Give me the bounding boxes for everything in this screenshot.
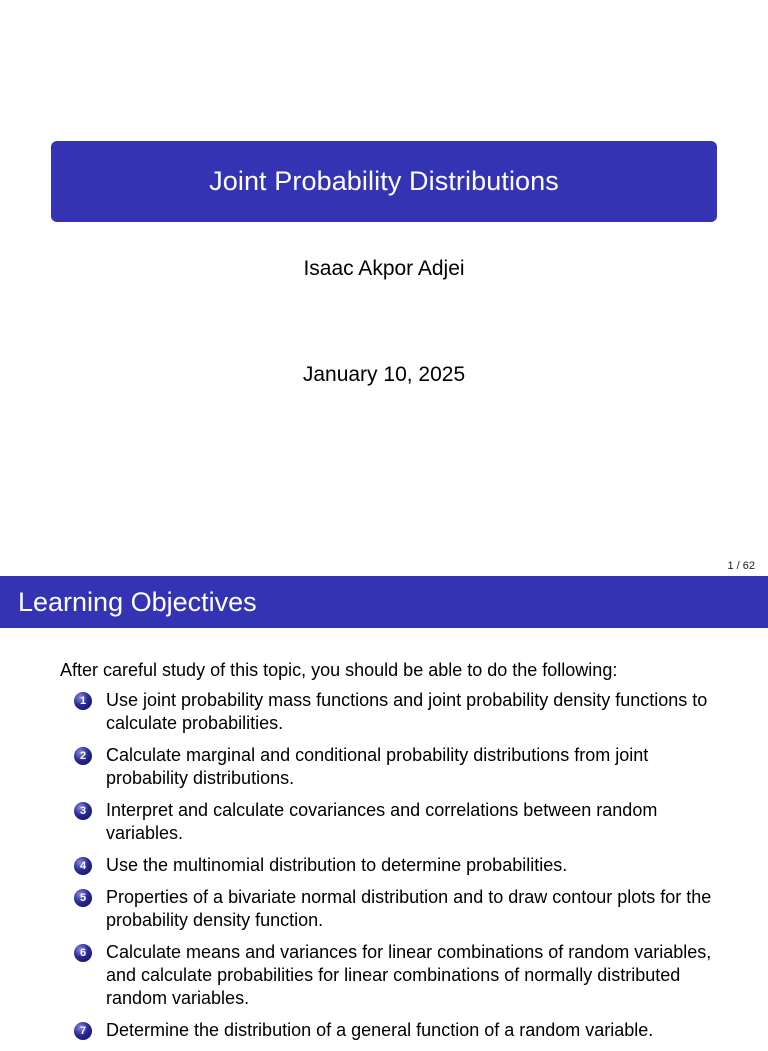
title-banner xyxy=(51,141,717,222)
objective-item xyxy=(74,689,714,735)
learning-objectives-slide xyxy=(0,576,768,1040)
objective-text: Use the multinomial distribution to determine probabilities. xyxy=(106,855,568,875)
objectives-list xyxy=(74,689,714,1051)
presentation-title: Joint Probability Distributions xyxy=(209,166,559,196)
objective-item xyxy=(74,854,714,877)
presentation-date: January 10, 2025 xyxy=(302,363,466,386)
objective-text: Calculate means and variances for linear combinations of random variables, and calculate probabilities for linear combinations of normally distributed random variables. xyxy=(106,942,712,1008)
objective-item xyxy=(74,941,714,1010)
objective-text: Interpret and calculate covariances and correlations between random variables. xyxy=(106,800,658,843)
numbered-ball-icon: 3 xyxy=(74,802,92,820)
numbered-ball-icon: 6 xyxy=(74,944,92,962)
page-number: 1 / 62 xyxy=(727,560,755,572)
frame-title-bar xyxy=(0,576,768,628)
frame-title: Learning Objectives xyxy=(18,587,257,617)
numbered-ball-icon: 2 xyxy=(74,747,92,765)
objective-item xyxy=(74,744,714,790)
author-name: Isaac Akpor Adjei xyxy=(303,257,465,280)
numbered-ball-icon: 5 xyxy=(74,889,92,907)
numbered-ball-icon: 4 xyxy=(74,857,92,875)
numbered-ball-icon: 1 xyxy=(74,692,92,710)
objective-text: Properties of a bivariate normal distribution and to draw contour plots for the probability density function. xyxy=(106,887,712,930)
objective-text: Calculate marginal and conditional probability distributions from joint probability distributions. xyxy=(106,745,649,788)
numbered-ball-icon: 7 xyxy=(74,1022,92,1040)
objective-text: Use joint probability mass functions and joint probability density functions to calculate probabilities. xyxy=(106,690,708,733)
objective-text: Determine the distribution of a general function of a random variable. xyxy=(106,1020,654,1040)
objectives-intro: After careful study of this topic, you should be able to do the following: xyxy=(60,660,618,680)
objective-item xyxy=(74,886,714,932)
objective-item xyxy=(74,799,714,845)
objective-item xyxy=(74,1019,714,1042)
